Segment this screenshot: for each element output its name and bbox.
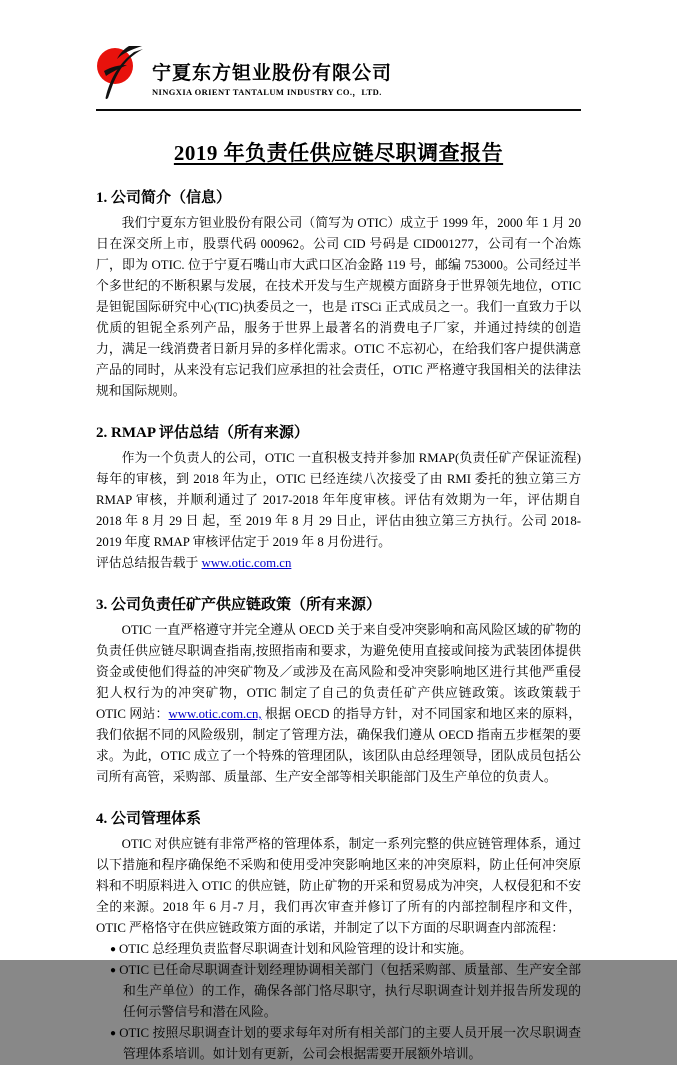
- section-management-system: [96, 809, 581, 1065]
- bullet-dot-icon: ●: [110, 1028, 117, 1039]
- section-heading: 3. 公司负责任矿产供应链政策（所有来源）: [96, 597, 382, 613]
- policy-text-after-link: 根据 OECD 的指导方针，对不同国家和地区来的原料，我们依据不同的风险级别，制定了管理方法，确保我们遵从 OECD 指南五步框架的要求。为此，OTIC 成立了一个特殊的管理团队，该团队由总经理领导，团队成员包括公司所有高管，采购部、质量部、生产安全部等相关职能部门及生产单位的负责人。: [96, 707, 581, 784]
- section-body: [96, 620, 581, 788]
- bullet-item: [110, 960, 581, 1023]
- report-location-label: 评估总结报告载于: [96, 556, 202, 570]
- bullet-text: OTIC 按照尽职调查计划的要求每年对所有相关部门的主要人员开展一次尽职调查管理体系培训。如计划有更新，公司会根据需要开展额外培训。: [119, 1026, 581, 1061]
- company-names: [152, 64, 392, 100]
- section-rmap-summary: [96, 423, 581, 574]
- company-name-en: NINGXIA ORIENT TANTALUM INDUSTRY CO.，LTD.: [152, 87, 382, 97]
- header-logo: [96, 44, 581, 100]
- section-heading: 2. RMAP 评估总结（所有来源）: [96, 425, 309, 441]
- section-heading: 4. 公司管理体系: [96, 811, 202, 827]
- section-heading: 1. 公司简介（信息）: [96, 190, 232, 206]
- otic-website-link[interactable]: www.otic.com.cn,: [168, 707, 262, 721]
- section-company-profile: [96, 188, 581, 402]
- section-body: 作为一个负责人的公司，OTIC 一直积极支持并参加 RMAP(负责任矿产保证流程)每年的审核，到 2018 年为止，OTIC 已经连续八次接受了由 RMI 委托的独立第三方 RMAP 审核，并顺利通过了 2017-2018 年年度审核。评估有效期为一年，评估期自 2018 年 8 月 29 日 起，至 2019 年 8 月 29 日止，评估由独立第三方执行。公司 2018-2019 年度 RMAP 审核评估定于 2019 年 8 月份进行。: [96, 451, 581, 549]
- report-location-line: [96, 553, 581, 574]
- bullet-dot-icon: ●: [110, 944, 117, 955]
- bullet-text: OTIC 已任命尽职调查计划经理协调相关部门（包括采购部、质量部、生产安全部和生产单位）的工作，确保各部门恪尽职守，执行尽职调查计划并报告所发现的任何示警信号和潜在风险。: [119, 963, 581, 1019]
- due-diligence-bullet-list: [96, 939, 581, 1065]
- page-title: 2019 年负责任供应链尽职调查报告: [173, 141, 504, 165]
- policy-text-before-link: OTIC 一直严格遵守并完全遵从 OECD 关于来自受冲突影响和高风险区域的矿物的负责任供应链尽职调查指南,按照指南和要求，为避免使用直接或间接为武装团体提供资金或使他们得益的冲突矿物及／或涉及在高风险和受冲突影响地区进行其他严重侵犯人权行为的冲突矿物，OTIC 制定了自己的负责任矿产供应链政策。该政策载于 OTIC 网站：: [96, 623, 581, 721]
- otic-website-link[interactable]: www.otic.com.cn: [201, 556, 292, 570]
- header-divider: [96, 109, 581, 111]
- bullet-dot-icon: ●: [110, 965, 117, 976]
- bullet-item: [110, 939, 581, 960]
- section-body: 我们宁夏东方钽业股份有限公司（简写为 OTIC）成立于 1999 年，2000 年 1 月 20 日在深交所上市，股票代码 000962。公司 CID 号码是 CID001277，公司有一个冶炼厂，即为 OTIC. 位于宁夏石嘴山市大武口区冶金路 119 号，邮编 753000。公司经过半个多世纪的不断积累与发展，在技术开发与生产规模方面跻身于世界领先地位，OTIC 是钽铌国际研究中心(TIC)执委员之一，也是 iTSCi 正式成员之一。我们一直致力于以优质的钽铌全系列产品，服务于世界上最著名的消费电子厂家，并通过持续的创造力，满足一线消费者日新月异的多样化需求。OTIC 不忘初心，在给我们客户提供满意产品的同时，从来没有忘记我们应承担的社会责任，OTIC 严格遵守我国相关的法律法规和国际规则。: [96, 216, 581, 398]
- company-logo-icon: [96, 44, 146, 100]
- bullet-item: [110, 1023, 581, 1065]
- company-name-zh: 宁夏东方钽业股份有限公司: [152, 63, 393, 85]
- section-body: OTIC 对供应链有非常严格的管理体系，制定一系列完整的供应链管理体系，通过以下措施和程序确保绝不采购和使用受冲突影响地区来的冲突原料，防止任何冲突原料和不明原料进入 OTIC 的供应链，防止矿物的开采和贸易成为冲突，人权侵犯和不安全的来源。2018 年 6 月-7 月，我们再次审查并修订了所有的内部控制程序和文件， OTIC 严格恪守在供应链政策方面的承诺，并制定了以下方面的尽职调查内部流程：: [96, 837, 581, 935]
- section-supply-chain-policy: [96, 595, 581, 788]
- bullet-text: OTIC 总经理负责监督尽职调查计划和风险管理的设计和实施。: [119, 942, 473, 956]
